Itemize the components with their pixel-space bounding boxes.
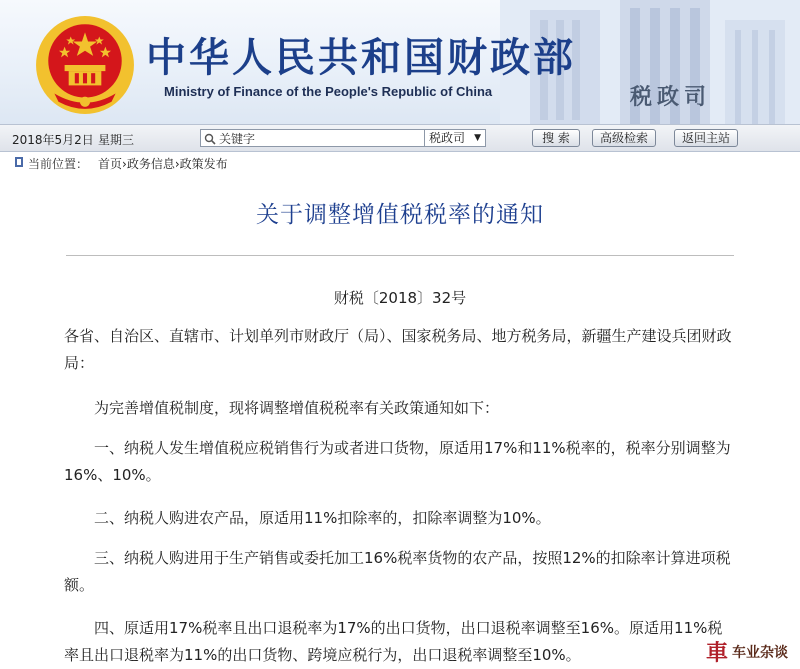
title-divider [66,255,734,256]
site-title-english: Ministry of Finance of the People's Republic of China [164,84,493,99]
department-name: 税政司 [630,84,712,110]
current-date: 2018年5月2日 [12,133,94,147]
top-toolbar [0,124,800,152]
advanced-search-button[interactable]: 高级检索 [592,129,656,147]
article-paragraph: 四、原适用17%税率且出口退税率为17%的出口货物，出口退税率调整至16%。原适用11%税率且出口退税率为11%的出口货物、跨境应税行为，出口退税率调整至10%。 [64,619,723,664]
watermark-text: 车业杂谈 [732,645,788,661]
search-icon [204,133,216,145]
watermark-logo: 車 [706,640,729,666]
watermark [700,634,796,664]
article-title: 关于调整增值税税率的通知 [256,202,544,228]
search-button[interactable]: 搜 索 [532,129,580,147]
breadcrumb-label: 当前位置： [28,157,89,171]
national-emblem-icon [34,14,136,116]
search-input[interactable] [200,129,434,147]
chevron-down-icon: ▼ [474,133,481,143]
document-number: 财税〔2018〕32号 [333,289,467,307]
search-scope-value: 税政司 [429,131,466,145]
breadcrumb-government-info[interactable]: 政务信息 [126,157,175,171]
breadcrumb [0,152,800,172]
breadcrumb-home[interactable]: 首页 [98,157,123,171]
search-scope-select[interactable] [424,129,486,147]
breadcrumb-policy-release[interactable]: 政策发布 [179,157,228,171]
breadcrumb-separator: › [174,157,180,171]
current-weekday: 星期三 [98,133,135,147]
breadcrumb-path [98,155,228,172]
breadcrumb-separator: › [122,157,127,171]
article-paragraph: 各省、自治区、直辖市、计划单列市财政厅（局）、国家税务局、地方税务局，新疆生产建设兵团财政局： [64,327,732,372]
site-banner [0,0,800,124]
article-paragraph: 为完善增值税制度，现将调整增值税税率有关政策通知如下： [94,399,500,417]
return-home-button[interactable]: 返回主站 [674,129,738,147]
article-paragraph: 三、纳税人购进用于生产销售或委托加工16%税率货物的农产品，按照12%的扣除率计算进项税额。 [64,549,731,594]
article-paragraph: 二、纳税人购进农产品，原适用11%扣除率的，扣除率调整为10%。 [94,509,551,527]
site-title: 中华人民共和国财政部 [146,34,576,81]
location-pin-icon [14,156,24,168]
article-paragraph: 一、纳税人发生增值税应税销售行为或者进口货物，原适用17%和11%税率的，税率分别调整为16%、10%。 [64,439,731,484]
